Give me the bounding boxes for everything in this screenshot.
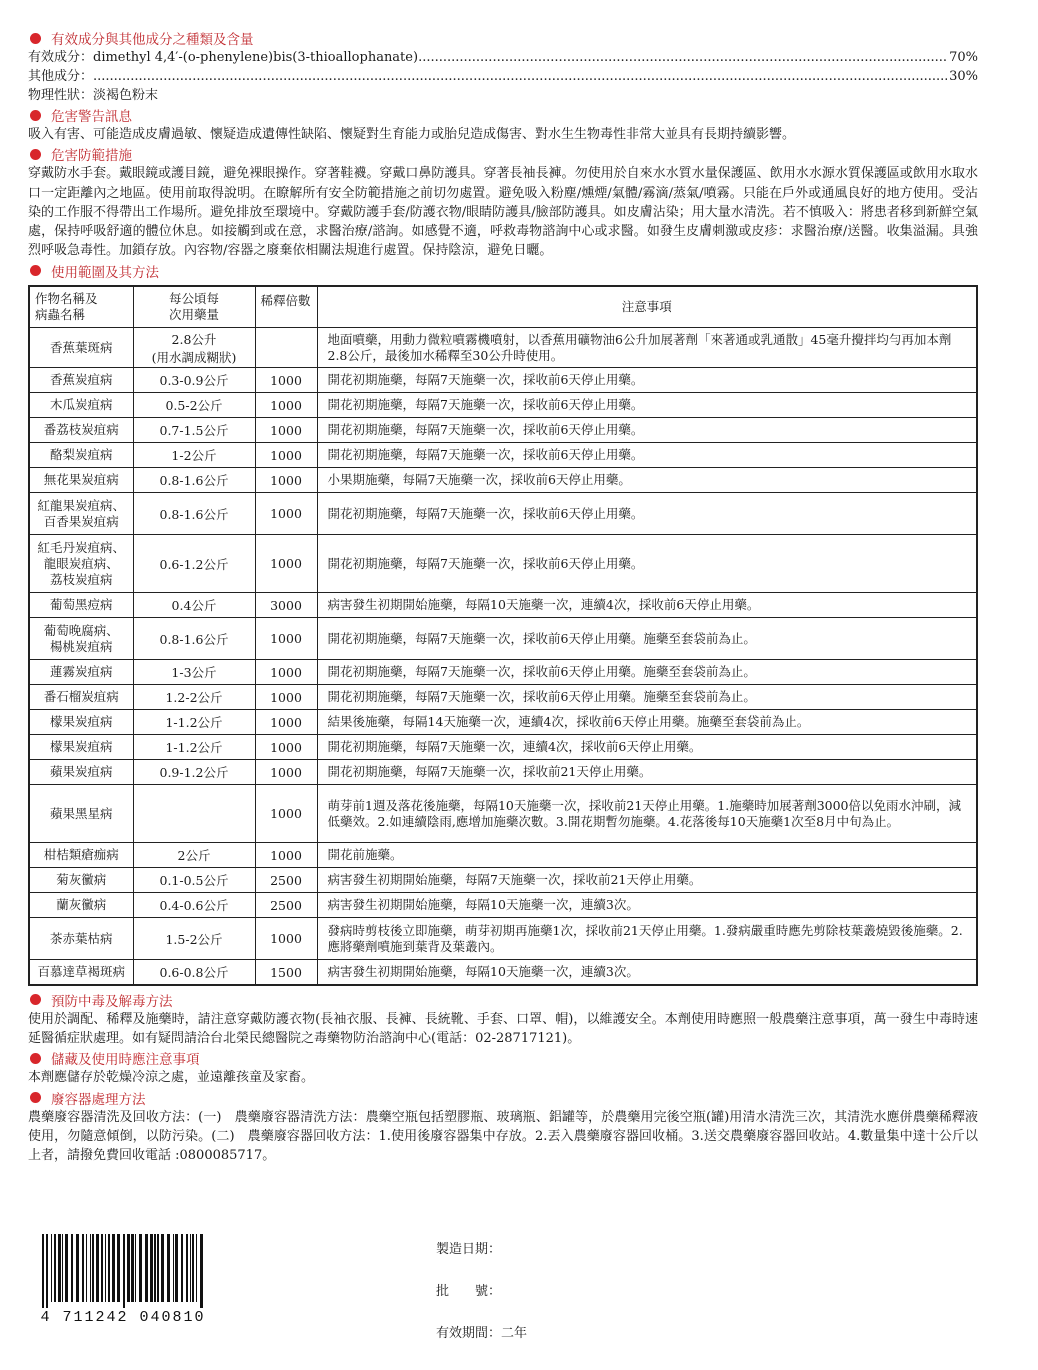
crop-cell: 紅毛丹炭疽病、 龍眼炭疽病、 荔枝炭疽病 <box>29 535 133 593</box>
crop-cell: 木瓜炭疽病 <box>29 393 133 418</box>
barcode-bar <box>154 1234 156 1302</box>
note-cell: 開花初期施藥，每隔7天施藥一次，採收前6天停止用藥。施藥至套袋前為止。 <box>317 685 977 710</box>
barcode-bar <box>131 1234 134 1302</box>
other-ingredient-line: 其他成分： ..... 30% <box>28 67 978 86</box>
note-cell: 開花初期施藥，每隔7天施藥一次，採收前6天停止用藥。 <box>317 443 977 468</box>
dilution-cell: 1000 <box>255 785 317 843</box>
crop-cell: 紅龍果炭疽病、 百香果炭疽病 <box>29 493 133 535</box>
note-cell: 開花初期施藥，每隔7天施藥一次，採收前6天停止用藥。 <box>317 418 977 443</box>
dose-cell: 0.8-1.6公斤 <box>133 618 255 660</box>
section-heading-prevention: 危害防範措施 <box>28 144 978 164</box>
dilution-cell <box>255 328 317 368</box>
dilution-cell: 2500 <box>255 868 317 893</box>
barcode-bar <box>192 1234 194 1302</box>
note-cell: 萌芽前1週及落花後施藥，每隔10天施藥一次，採收前21天停止用藥。1.施藥時加展著劑3000倍以免雨水沖刷，減低藥效。2.如連續陰雨,應增加施藥次數。3.開花期暫勿施藥。4.花落後每10天施藥1次至8月中旬為止。 <box>317 785 977 843</box>
active-ingredient-line: 有效成分：dimethyl 4,4′-(o-phenylene)bis(3-thioallophanate) ..... 70% <box>28 48 978 67</box>
dilution-cell: 1000 <box>255 660 317 685</box>
disposal-text: 農藥廢容器清洗及回收方法：(一) 農藥廢容器清洗方法：農藥空瓶包括塑膠瓶、玻璃瓶、鋁罐等，於農藥用完後空瓶(罐)用清水清洗三次，其清洗水應併農藥稀釋液使用，勿隨意傾倒，以防污染。(二) 農藥廢容器回收方法：1.使用後廢容器集中存放。2.丟入農藥廢容器回收桶。3.送交農藥廢容器回收站。4.數量集中達十公斤以上者，請撥免費回收電話 :0800085717。 <box>28 1109 978 1164</box>
dilution-cell: 3000 <box>255 593 317 618</box>
storage-text: 本劑應儲存於乾燥冷涼之處，並遠離孩童及家畜。 <box>28 1070 315 1086</box>
note-cell: 病害發生初期開始施藥，每隔10天施藥一次，連續3次。 <box>317 960 977 985</box>
barcode-bar <box>96 1234 99 1302</box>
barcode-bar <box>51 1234 52 1302</box>
dilution-cell: 1000 <box>255 843 317 868</box>
table-row <box>29 418 977 443</box>
note-cell: 病害發生初期開始施藥，每隔7天施藥一次，採收前21天停止用藥。 <box>317 868 977 893</box>
crop-cell: 葡萄黑痘病 <box>29 593 133 618</box>
crop-cell: 番荔枝炭疽病 <box>29 418 133 443</box>
barcode-bar <box>139 1234 142 1302</box>
barcode-bar <box>101 1234 103 1302</box>
barcode-bar <box>161 1234 164 1302</box>
table-row <box>29 893 977 918</box>
table-row <box>29 393 977 418</box>
crop-cell: 香蕉葉斑病 <box>29 328 133 368</box>
note-cell: 發病時剪枝後立即施藥，萌芽初期再施藥1次，採收前21天停止用藥。1.發病嚴重時應先剪除枝葉叢燒毀後施藥。2.應將藥劑噴施到葉背及葉叢內。 <box>317 918 977 960</box>
dose-cell: 1-1.2公斤 <box>133 735 255 760</box>
dose-cell: 0.4公斤 <box>133 593 255 618</box>
note-cell: 開花前施藥。 <box>317 843 977 868</box>
barcode-bar <box>123 1234 125 1308</box>
dose-cell: 1.2-2公斤 <box>133 685 255 710</box>
dose-cell: 0.9-1.2公斤 <box>133 760 255 785</box>
bullet-icon <box>30 1053 41 1064</box>
table-row <box>29 618 977 660</box>
bullet-icon <box>30 1092 41 1103</box>
dose-cell: 0.5-2公斤 <box>133 393 255 418</box>
barcode-bar <box>105 1234 106 1302</box>
crop-cell: 番石榴炭疽病 <box>29 685 133 710</box>
hazard-text: 吸入有害、可能造成皮膚過敏、懷疑造成遺傳性缺陷、懷疑對生育能力或胎兒造成傷害、對水生生物毒性非常大並具有長期持續影響。 <box>28 127 796 142</box>
crop-cell: 香蕉炭疽病 <box>29 368 133 393</box>
crop-cell: 蘋果炭疽病 <box>29 760 133 785</box>
expiry-period: 有效期間：二年 <box>436 1326 528 1341</box>
dose-cell: 0.6-0.8公斤 <box>133 960 255 985</box>
table-row <box>29 685 977 710</box>
barcode-bar <box>196 1234 197 1302</box>
table-row <box>29 735 977 760</box>
table-row <box>29 468 977 493</box>
barcode-bar <box>71 1234 73 1302</box>
section-heading-disposal: 廢容器處理方法 <box>28 1088 978 1108</box>
crop-cell: 柑桔類瘡痂病 <box>29 843 133 868</box>
dilution-cell: 1000 <box>255 535 317 593</box>
section-heading-ingredients: 有效成分與其他成分之種類及含量 <box>28 28 978 48</box>
crop-cell: 蘭灰黴病 <box>29 893 133 918</box>
header-notes: 注意事項 <box>317 286 977 328</box>
dilution-cell: 1000 <box>255 393 317 418</box>
dilution-cell: 1000 <box>255 918 317 960</box>
barcode-bar <box>112 1234 115 1302</box>
barcode-bar <box>150 1234 153 1302</box>
barcode-bar <box>117 1234 120 1302</box>
dose-cell: 0.3-0.9公斤 <box>133 368 255 393</box>
label-footer <box>28 1220 1008 1340</box>
dilution-cell: 1000 <box>255 368 317 393</box>
note-cell: 開花初期施藥，每隔7天施藥一次，採收前6天停止用藥。施藥至套袋前為止。 <box>317 660 977 685</box>
table-row <box>29 493 977 535</box>
header-crop: 作物名稱及 病蟲名稱 <box>29 286 133 328</box>
dose-cell <box>133 785 255 843</box>
barcode-bar <box>181 1234 183 1302</box>
dilution-cell: 1000 <box>255 735 317 760</box>
header-dose: 每公頃每 次用藥量 <box>133 286 255 328</box>
dilution-cell: 1000 <box>255 468 317 493</box>
bullet-icon <box>30 149 41 160</box>
crop-cell: 檬果炭疽病 <box>29 735 133 760</box>
label-document <box>28 28 978 1166</box>
dose-cell: 0.1-0.5公斤 <box>133 868 255 893</box>
dose-cell: 2.8公升 (用水調成糊狀) <box>133 328 255 368</box>
usage-table-body <box>29 328 977 985</box>
barcode-bar <box>190 1234 191 1302</box>
table-row <box>29 328 977 368</box>
dose-cell: 0.7-1.5公斤 <box>133 418 255 443</box>
barcode-bar <box>86 1234 87 1302</box>
note-cell: 開花初期施藥，每隔7天施藥一次，採收前6天停止用藥。 <box>317 368 977 393</box>
table-row <box>29 593 977 618</box>
note-cell: 開花初期施藥，每隔7天施藥一次，採收前6天停止用藥。 <box>317 493 977 535</box>
dilution-cell: 1000 <box>255 443 317 468</box>
dilution-cell: 1000 <box>255 493 317 535</box>
table-row <box>29 760 977 785</box>
dose-cell: 1-2公斤 <box>133 443 255 468</box>
crop-cell: 百慕達草褐斑病 <box>29 960 133 985</box>
note-cell: 結果後施藥，每隔14天施藥一次，連續4次，採收前6天停止用藥。施藥至套袋前為止。 <box>317 710 977 735</box>
antidote-text: 使用於調配、稀釋及施藥時，請注意穿戴防護衣物(長袖衣服、長褲、長統靴、手套、口罩、帽)，以維護安全。本劑使用時應照一般農藥注意事項，萬一發生中毒時速延醫循症狀處理。如有疑問請洽台北榮民總醫院之毒藥物防治諮詢中心(電話：02-28717121)。 <box>28 1011 978 1047</box>
bullet-icon <box>30 265 41 276</box>
section-heading-antidote: 預防中毒及解毒方法 <box>28 990 978 1010</box>
dose-cell: 1-1.2公斤 <box>133 710 255 735</box>
note-cell: 開花初期施藥，每隔7天施藥一次，採收前6天停止用藥。 <box>317 535 977 593</box>
dilution-cell: 1000 <box>255 618 317 660</box>
note-cell: 地面噴藥，用動力微粒噴霧機噴射，以香蕉用礦物油6公升加展著劑「來著通或乳通散」45毫升攪拌均勻再加本劑2.8公斤，最後加水稀釋至30公升時使用。 <box>317 328 977 368</box>
physical-property: 物理性狀：淡褐色粉末 <box>28 88 159 103</box>
barcode-bar <box>58 1234 61 1302</box>
note-cell: 小果期施藥，每隔7天施藥一次，採收前6天停止用藥。 <box>317 468 977 493</box>
note-cell: 開花初期施藥，每隔7天施藥一次，連續4次，採收前6天停止用藥。 <box>317 735 977 760</box>
manufacture-date: 製造日期： <box>436 1242 502 1257</box>
barcode-bar <box>108 1234 110 1302</box>
dose-cell: 0.4-0.6公斤 <box>133 893 255 918</box>
barcode-bar <box>200 1234 203 1308</box>
dose-cell: 1.5-2公斤 <box>133 918 255 960</box>
table-row <box>29 368 977 393</box>
barcode-bar <box>186 1234 188 1302</box>
barcode-bar <box>145 1234 148 1302</box>
crop-cell: 檬果炭疽病 <box>29 710 133 735</box>
bullet-icon <box>30 110 41 121</box>
barcode-bar <box>76 1234 79 1302</box>
dilution-cell: 1000 <box>255 710 317 735</box>
note-cell: 病害發生初期開始施藥，每隔10天施藥一次，連續4次，採收前6天停止用藥。 <box>317 593 977 618</box>
barcode-bar <box>42 1234 44 1308</box>
table-row <box>29 535 977 593</box>
table-row <box>29 868 977 893</box>
crop-cell: 蘋果黑星病 <box>29 785 133 843</box>
dose-cell: 1-3公斤 <box>133 660 255 685</box>
barcode-bar <box>65 1234 68 1302</box>
barcode-bar <box>54 1234 56 1302</box>
crop-cell: 蓮霧炭疽病 <box>29 660 133 685</box>
table-row <box>29 443 977 468</box>
dilution-cell: 1000 <box>255 418 317 443</box>
barcode-bar <box>135 1234 136 1302</box>
dose-cell: 0.8-1.6公斤 <box>133 468 255 493</box>
barcode-bar <box>167 1234 170 1302</box>
dilution-cell: 1000 <box>255 685 317 710</box>
crop-cell: 葡萄晚腐病、 楊桃炭疽病 <box>29 618 133 660</box>
table-row <box>29 843 977 868</box>
bullet-icon <box>30 994 41 1005</box>
barcode-bar <box>173 1234 174 1302</box>
dose-cell: 0.6-1.2公斤 <box>133 535 255 593</box>
usage-table <box>28 285 978 986</box>
table-row <box>29 710 977 735</box>
barcode-bar <box>90 1234 91 1302</box>
table-row <box>29 918 977 960</box>
barcode-bar <box>127 1234 130 1302</box>
crop-cell: 無花果炭疽病 <box>29 468 133 493</box>
bullet-icon <box>30 33 41 44</box>
table-row <box>29 660 977 685</box>
barcode-bar <box>157 1234 159 1302</box>
dilution-cell: 1500 <box>255 960 317 985</box>
section-heading-hazard: 危害警告訊息 <box>28 105 978 125</box>
table-row <box>29 785 977 843</box>
note-cell: 開花初期施藥，每隔7天施藥一次，採收前21天停止用藥。 <box>317 760 977 785</box>
section-heading-usage: 使用範圍及其方法 <box>28 261 978 281</box>
crop-cell: 茶赤葉枯病 <box>29 918 133 960</box>
header-dilution: 稀釋倍數 <box>255 286 317 328</box>
barcode-bar <box>62 1234 63 1302</box>
section-heading-storage: 儲藏及使用時應注意事項 <box>28 1048 978 1068</box>
dilution-cell: 1000 <box>255 760 317 785</box>
table-row <box>29 960 977 985</box>
dose-cell: 2公斤 <box>133 843 255 868</box>
batch-number: 批 號： <box>436 1284 502 1299</box>
barcode-bar <box>46 1234 48 1308</box>
crop-cell: 酪梨炭疽病 <box>29 443 133 468</box>
note-cell: 病害發生初期開始施藥，每隔10天施藥一次，連續3次。 <box>317 893 977 918</box>
note-cell: 開花初期施藥，每隔7天施藥一次，採收前6天停止用藥。施藥至套袋前為止。 <box>317 618 977 660</box>
barcode-bar <box>175 1234 178 1302</box>
prevention-text: 穿戴防水手套。戴眼鏡或護目鏡，避免裸眼操作。穿著鞋襪。穿戴口鼻防護具。穿著長袖長褲。勿使用於自來水水質水量保護區、飲用水水源水質保護區或飲用水取水口一定距離內之地區。使用前取得說明。在瞭解所有安全防範措施之前切勿處置。避免吸入粉塵/燻煙/氣體/霧滴/蒸氣/噴霧。只能在戶外或通風良好的地方使用。受沾染的工作服不得帶出工作場所。避免排放至環境中。穿戴防護手套/防護衣物/眼睛防護具/臉部防護具。如皮膚沾染；用大量水清洗。若不慎吸入：將患者移到新鮮空氣處，保持呼吸舒適的體位休息。如接觸到或在意，求醫治療/諮詢。如感覺不適，呼救毒物諮詢中心或求醫。如發生皮膚刺激或皮疹：求醫治療/送醫。收集溢漏。具強烈呼吸急毒性。加鎖存放。內容物/容器之廢棄依相關法規進行處置。保持陰涼，避免日曬。 <box>28 166 978 259</box>
note-cell: 開花初期施藥，每隔7天施藥一次，採收前6天停止用藥。 <box>317 393 977 418</box>
dose-cell: 0.8-1.6公斤 <box>133 493 255 535</box>
dilution-cell: 2500 <box>255 893 317 918</box>
barcode-icon <box>32 1232 214 1324</box>
crop-cell: 菊灰黴病 <box>29 868 133 893</box>
barcode-bar <box>82 1234 84 1302</box>
barcode-bar <box>92 1234 94 1302</box>
barcode-digits: 4 711242 040810 <box>40 1309 206 1324</box>
table-header-row <box>29 286 977 328</box>
